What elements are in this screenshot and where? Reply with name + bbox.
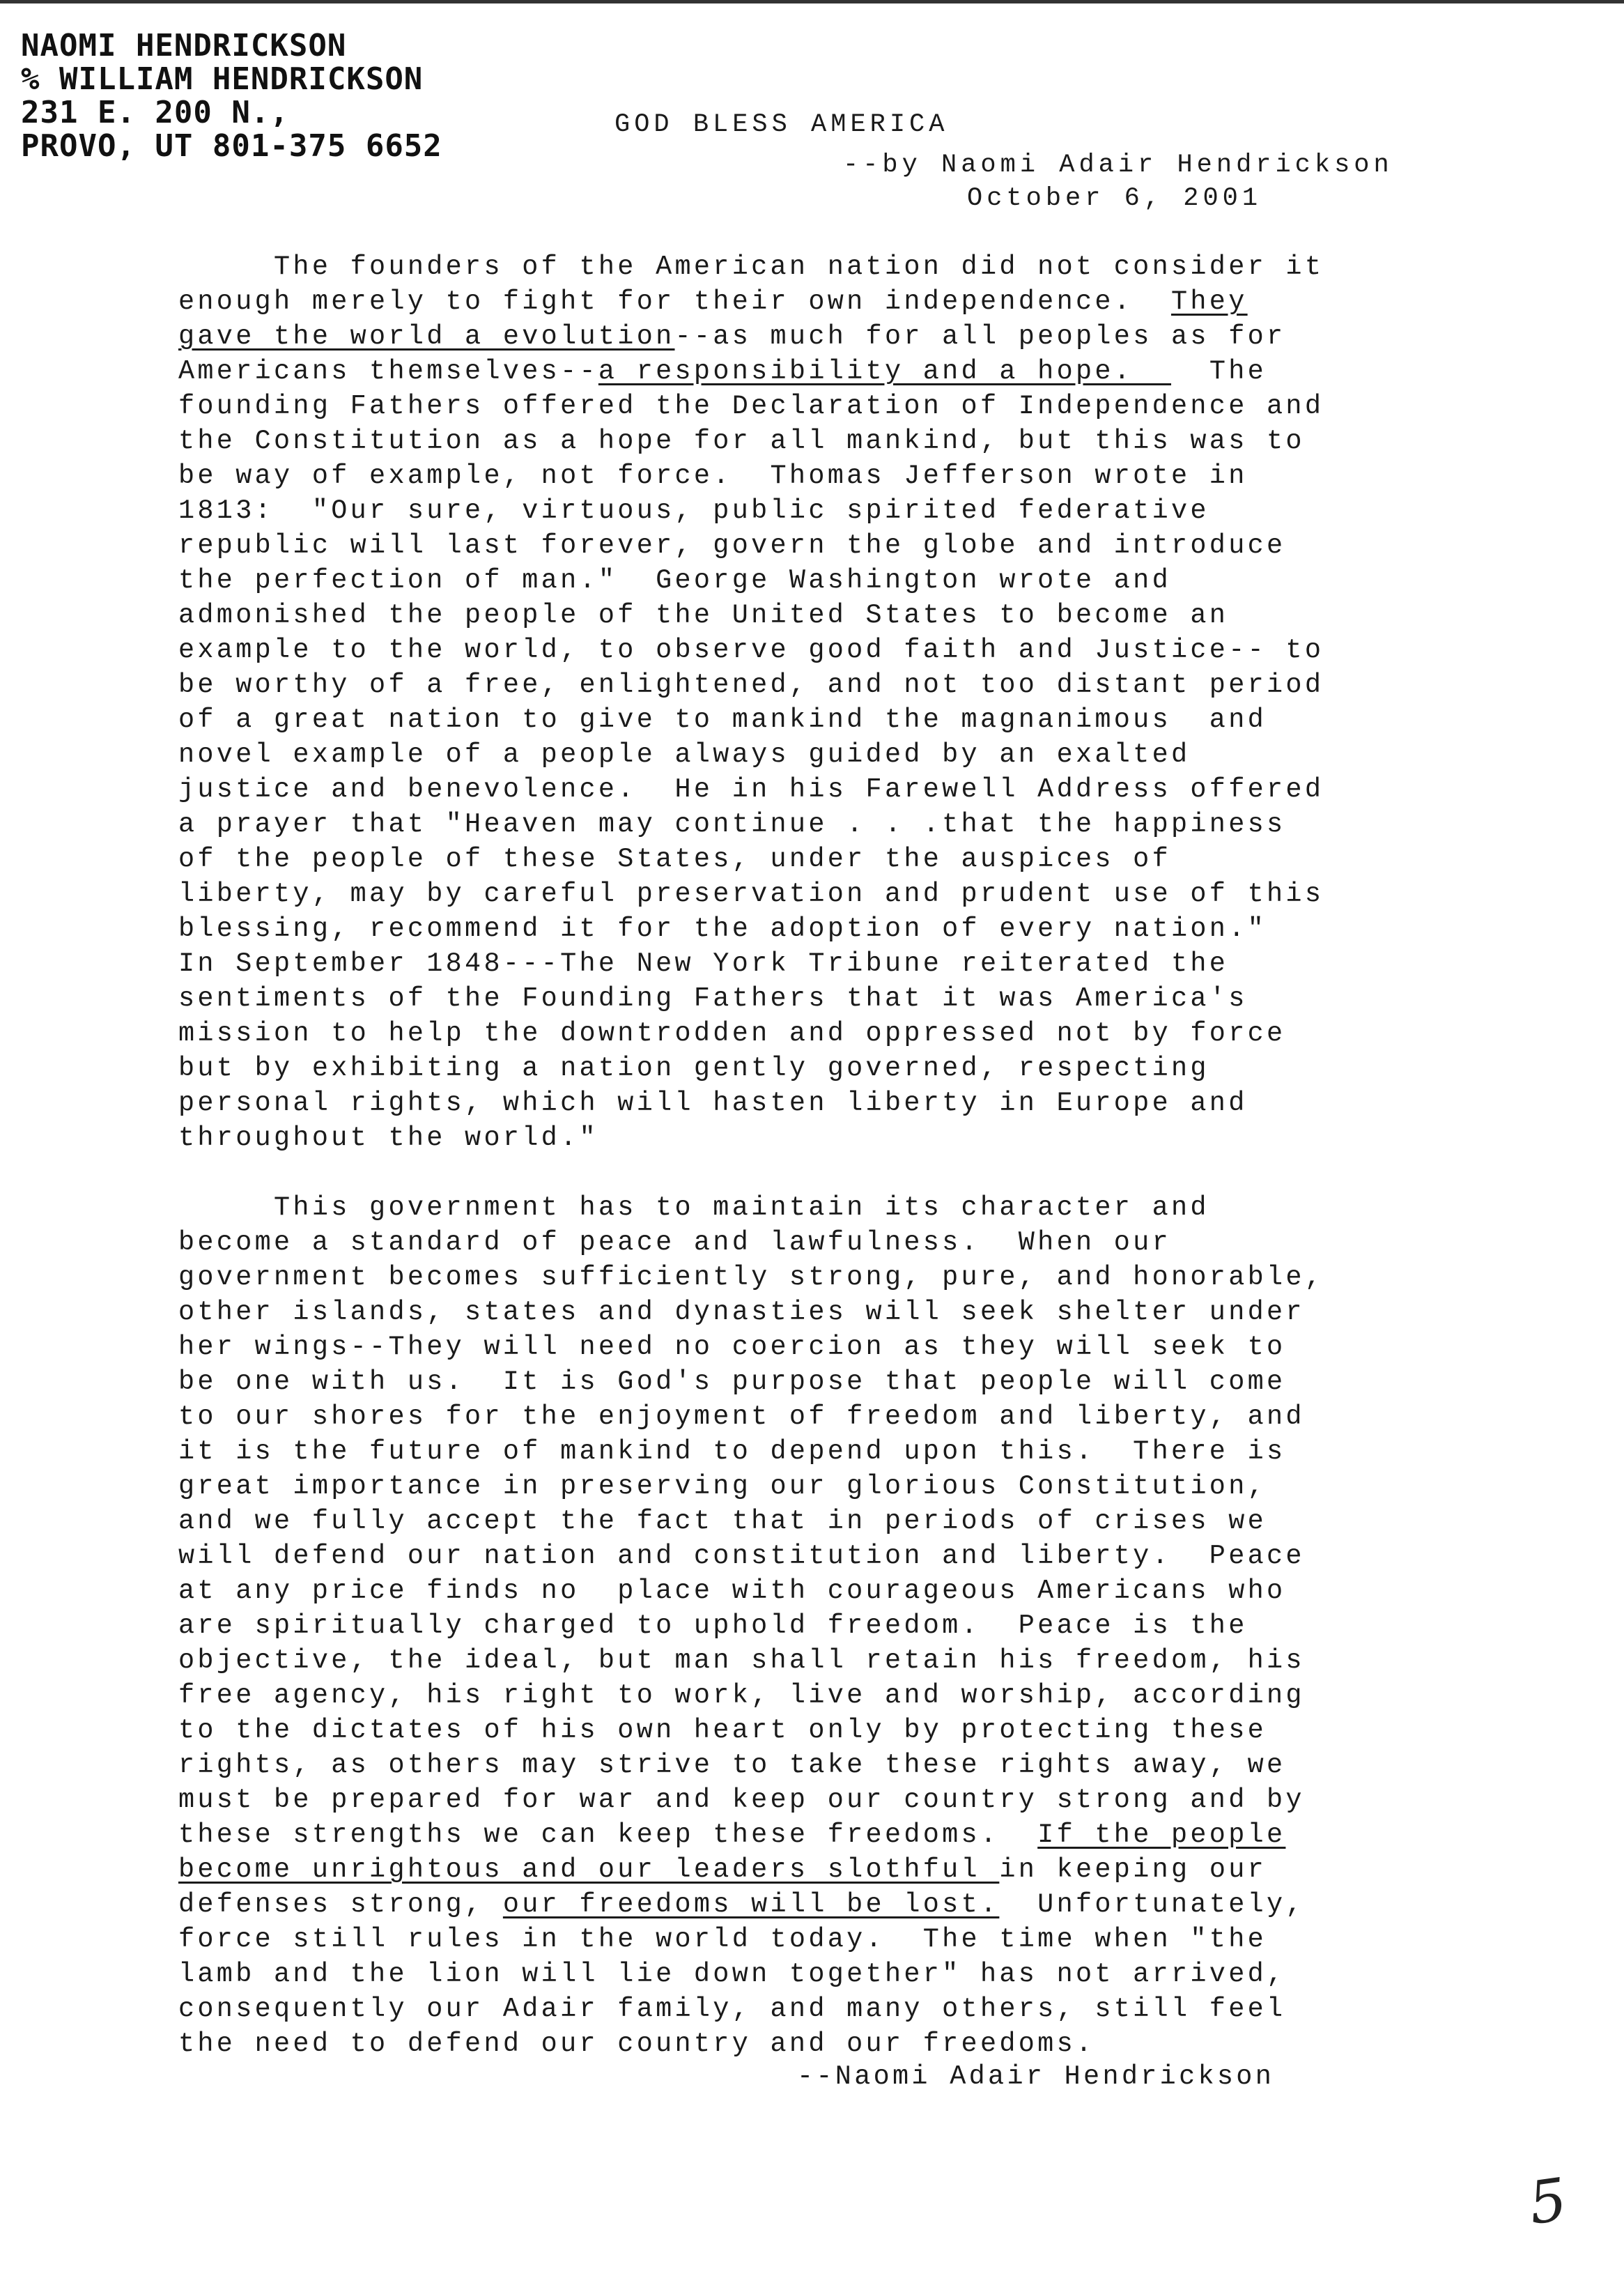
signature: --Naomi Adair Hendrickson — [797, 2061, 1275, 2092]
underlined-text: If the people — [1037, 1820, 1286, 1850]
text-run: Americans themselves-- — [178, 356, 598, 387]
text-line — [178, 354, 1432, 389]
text-line: other islands, states and dynasties will seek shelter under — [178, 1297, 1305, 1328]
paragraph-1 — [178, 249, 1432, 1155]
underlined-text: They — [1171, 286, 1248, 317]
text-line: The founders of the American nation did not consider it — [178, 252, 1324, 282]
text-line: must be prepared for war and keep our country strong and by — [178, 1785, 1305, 1815]
address-line-city-phone: PROVO, UT 801-375 6652 — [21, 128, 442, 164]
text-run: Unfortunately, — [999, 1889, 1305, 1920]
text-line: novel example of a people always guided by an exalted — [178, 739, 1191, 770]
text-line: great importance in preserving our glorious Constitution, — [178, 1471, 1267, 1502]
text-line: be one with us. It is God's purpose that people will come — [178, 1367, 1286, 1397]
text-line — [178, 284, 1432, 319]
text-line: but by exhibiting a nation gently governed, respecting — [178, 1053, 1209, 1084]
text-line: lamb and the lion will lie down together" has not arrived, — [178, 1959, 1286, 1990]
text-run: --as much for all peoples as for — [674, 321, 1286, 352]
text-run: The — [1171, 356, 1267, 387]
text-line: at any price finds no place with courageous Americans who — [178, 1576, 1286, 1606]
text-line — [178, 1817, 1432, 1852]
address-line-street: 231 E. 200 N., — [21, 95, 289, 130]
document-author: --by Naomi Adair Hendrickson — [843, 151, 1393, 180]
text-line: are spiritually charged to uphold freedom. Peace is the — [178, 1610, 1248, 1641]
text-line: throughout the world." — [178, 1123, 598, 1153]
underlined-text: become unrightous and our leaders slothful — [178, 1854, 1000, 1885]
text-line: be worthy of a free, enlightened, and not too distant period — [178, 670, 1324, 700]
document-title: GOD BLESS AMERICA — [614, 110, 949, 139]
text-line: blessing, recommend it for the adoption of every nation." — [178, 914, 1267, 944]
text-line: sentiments of the Founding Fathers that it was America's — [178, 983, 1248, 1014]
text-run: these strengths we can keep these freedoms. — [178, 1820, 1038, 1850]
text-line: a prayer that "Heaven may continue . . .that the happiness — [178, 809, 1286, 840]
top-border-line — [0, 0, 1624, 3]
text-line: of the people of these States, under the auspices of — [178, 844, 1171, 875]
text-line: the need to defend our country and our freedoms. — [178, 2029, 1095, 2059]
text-run: enough merely to fight for their own independence. — [178, 286, 1171, 317]
text-line: admonished the people of the United States to become an — [178, 600, 1229, 631]
text-line — [178, 1852, 1432, 1887]
text-line: the perfection of man." George Washington wrote and — [178, 565, 1171, 596]
underlined-text: a responsibility and a hope. — [598, 356, 1172, 387]
paragraph-2 — [178, 1190, 1432, 2061]
text-line: liberty, may by careful preservation and prudent use of this — [178, 879, 1324, 909]
document-date: October 6, 2001 — [967, 184, 1262, 213]
return-address — [21, 29, 442, 163]
text-line: 1813: "Our sure, virtuous, public spirited federative — [178, 495, 1209, 526]
text-line: free agency, his right to work, live and worship, according — [178, 1680, 1305, 1711]
text-line: force still rules in the world today. The time when "the — [178, 1924, 1267, 1955]
underlined-text: our freedoms will be lost. — [502, 1889, 1000, 1920]
text-line: In September 1848---The New York Tribune reiterated the — [178, 948, 1229, 979]
text-line: be way of example, not force. Thomas Jefferson wrote in — [178, 461, 1248, 491]
address-line-care-of: % WILLIAM HENDRICKSON — [21, 61, 424, 97]
text-line: the Constitution as a hope for all mankind, but this was to — [178, 426, 1305, 456]
text-line: it is the future of mankind to depend upon this. There is — [178, 1436, 1286, 1467]
underlined-text: gave the world a evolution — [178, 321, 675, 352]
text-line: and we fully accept the fact that in periods of crises we — [178, 1506, 1267, 1537]
text-line — [178, 319, 1432, 354]
text-line: consequently our Adair family, and many others, still feel — [178, 1994, 1286, 2024]
address-line-name: NAOMI HENDRICKSON — [21, 28, 347, 63]
text-run: in keeping our — [999, 1854, 1267, 1885]
text-line: justice and benevolence. He in his Farewell Address offered — [178, 774, 1324, 805]
text-line: personal rights, which will hasten liberty in Europe and — [178, 1088, 1248, 1118]
text-line: of a great nation to give to mankind the magnanimous and — [178, 705, 1267, 735]
text-line: objective, the ideal, but man shall retain his freedom, his — [178, 1645, 1305, 1676]
text-line — [178, 1887, 1432, 1922]
text-line: republic will last forever, govern the globe and introduce — [178, 530, 1286, 561]
text-line: will defend our nation and constitution and liberty. Peace — [178, 1541, 1305, 1571]
text-line: rights, as others may strive to take these rights away, we — [178, 1750, 1286, 1780]
text-line: to our shores for the enjoyment of freedom and liberty, and — [178, 1401, 1305, 1432]
text-line: become a standard of peace and lawfulness. When our — [178, 1227, 1171, 1258]
text-line: example to the world, to observe good faith and Justice-- to — [178, 635, 1324, 666]
text-run: defenses strong, — [178, 1889, 503, 1920]
text-line: mission to help the downtrodden and oppressed not by force — [178, 1018, 1286, 1049]
text-line: to the dictates of his own heart only by protecting these — [178, 1715, 1267, 1746]
text-line: government becomes sufficiently strong, pure, and honorable, — [178, 1262, 1324, 1293]
text-line: founding Fathers offered the Declaration of Independence and — [178, 391, 1324, 422]
text-line: This government has to maintain its character and — [178, 1192, 1209, 1223]
text-line: her wings--They will need no coercion as they will seek to — [178, 1332, 1286, 1362]
handwritten-page-number: 5 — [1524, 2164, 1572, 2238]
